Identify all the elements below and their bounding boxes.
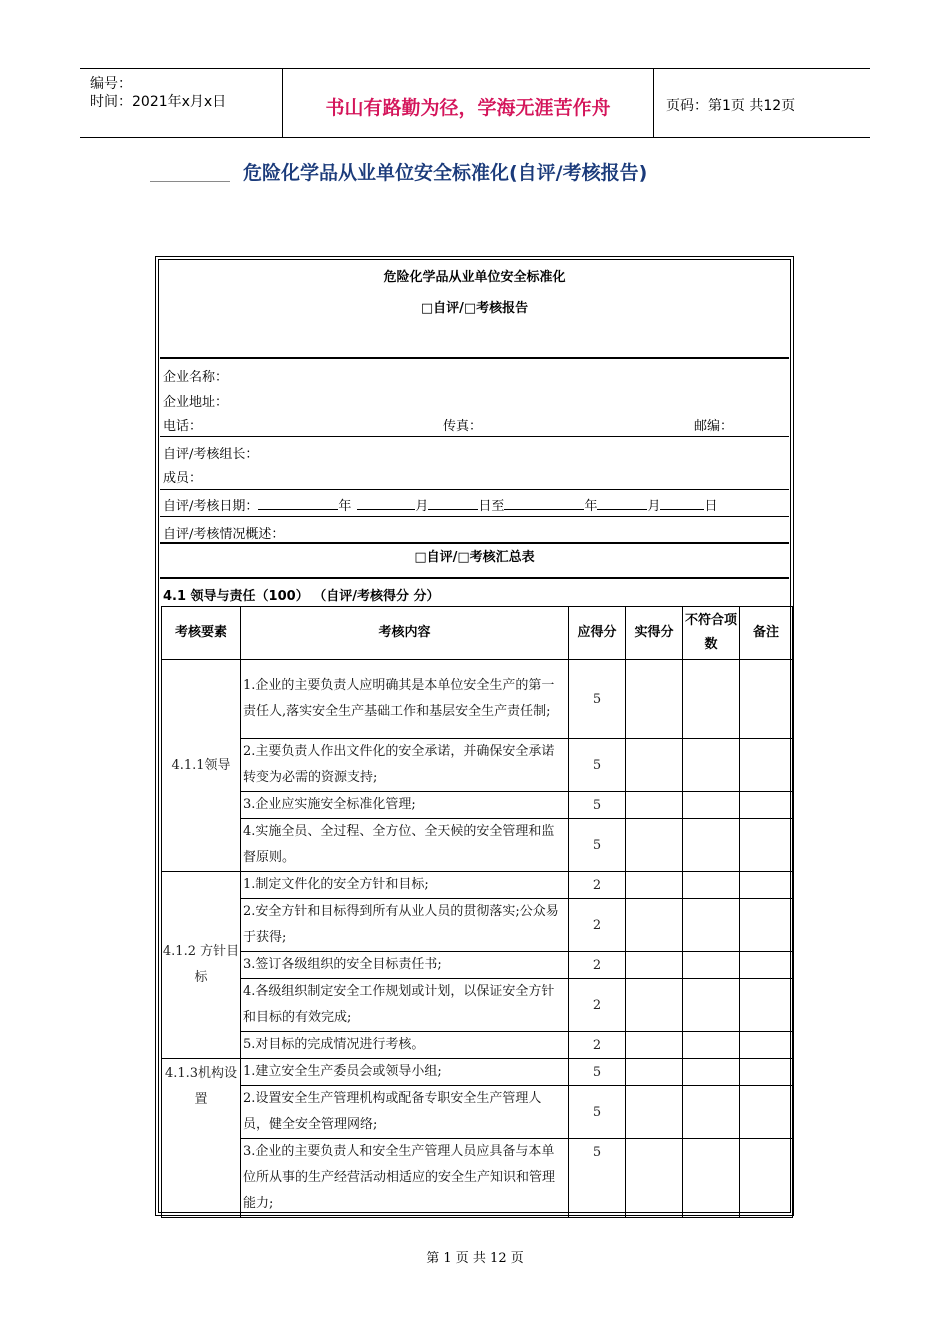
note-cell[interactable] xyxy=(740,1032,793,1059)
table-header-row xyxy=(162,607,793,660)
actual-score-cell[interactable] xyxy=(626,1086,683,1139)
note-cell[interactable] xyxy=(740,952,793,979)
end-month-field[interactable] xyxy=(597,497,647,510)
content-cell: 1.企业的主要负责人应明确其是本单位安全生产的第一责任人,落实安全生产基础工作和基层安全生产责任制; xyxy=(241,660,569,739)
table-row xyxy=(162,899,793,952)
divider xyxy=(160,489,789,490)
actual-score-cell[interactable] xyxy=(626,899,683,952)
table-row xyxy=(162,872,793,899)
content-cell: 4.各级组织制定安全工作规划或计划，以保证安全方针和目标的有效完成; xyxy=(241,979,569,1032)
header-left-cell xyxy=(80,69,283,137)
header-element: 考核要素 xyxy=(162,607,241,660)
header-motto: 书山有路勤为径，学海无涯苦作舟 xyxy=(325,97,611,119)
element-cell: 4.1.3机构设置 xyxy=(162,1059,241,1218)
nonconform-cell[interactable] xyxy=(683,819,740,872)
content-cell: 2.设置安全生产管理机构或配备专职安全生产管理人员，健全安全管理网络; xyxy=(241,1086,569,1139)
table-row xyxy=(162,792,793,819)
assessment-table xyxy=(161,606,793,1218)
header-note: 备注 xyxy=(740,607,793,660)
nonconform-cell[interactable] xyxy=(683,1086,740,1139)
actual-score-cell[interactable] xyxy=(626,1032,683,1059)
table-row xyxy=(162,1139,793,1218)
end-day-field[interactable] xyxy=(660,497,704,510)
actual-score-cell[interactable] xyxy=(626,872,683,899)
content-cell: 3.企业的主要负责人和安全生产管理人员应具备与本单位所从事的生产经营活动相适应的安全生产知识和管理能力; xyxy=(241,1139,569,1218)
actual-score-cell[interactable] xyxy=(626,952,683,979)
nonconform-cell[interactable] xyxy=(683,1059,740,1086)
divider xyxy=(160,542,789,544)
page-footer: 第 1 页 共 12 页 xyxy=(426,1251,524,1266)
note-cell[interactable] xyxy=(740,792,793,819)
table-row xyxy=(162,819,793,872)
header-right-cell xyxy=(654,69,870,137)
document-title: 危险化学品从业单位安全标准化(自评/考核报告) xyxy=(243,162,648,184)
table-row xyxy=(162,1032,793,1059)
page-number: 页码：第1页 共12页 xyxy=(666,98,796,114)
due-score-cell: 2 xyxy=(569,1032,626,1059)
nonconform-cell[interactable] xyxy=(683,792,740,819)
date-label: 自评/考核日期： xyxy=(163,499,259,514)
nonconform-cell[interactable] xyxy=(683,952,740,979)
end-year-field[interactable] xyxy=(504,497,584,510)
actual-score-cell[interactable] xyxy=(626,1059,683,1086)
document-code: 编号： xyxy=(90,76,132,92)
header-content: 考核内容 xyxy=(241,607,569,660)
note-cell[interactable] xyxy=(740,899,793,952)
actual-score-cell[interactable] xyxy=(626,739,683,792)
table-row xyxy=(162,979,793,1032)
note-cell[interactable] xyxy=(740,1139,793,1218)
note-cell[interactable] xyxy=(740,1086,793,1139)
element-cell: 4.1.1领导 xyxy=(162,660,241,872)
title-underline xyxy=(150,181,230,182)
content-cell: 3.企业应实施安全标准化管理; xyxy=(241,792,569,819)
date-line xyxy=(163,495,717,514)
due-score-cell: 5 xyxy=(569,819,626,872)
actual-score-cell[interactable] xyxy=(626,979,683,1032)
table-row xyxy=(162,660,793,739)
divider xyxy=(160,516,789,517)
table-row xyxy=(162,1086,793,1139)
summary-title[interactable]: □自评/□考核汇总表 xyxy=(414,550,535,565)
month-label: 月 xyxy=(415,499,429,514)
table-row xyxy=(162,1059,793,1086)
due-score-cell: 5 xyxy=(569,792,626,819)
header-actual-score: 实得分 xyxy=(626,607,683,660)
company-address-label: 企业地址： xyxy=(163,395,229,410)
nonconform-cell[interactable] xyxy=(683,1032,740,1059)
content-cell: 2.主要负责人作出文件化的安全承诺，并确保安全承诺转变为必需的资源支持; xyxy=(241,739,569,792)
document-date: 时间：2021年x月x日 xyxy=(90,94,227,110)
note-cell[interactable] xyxy=(740,739,793,792)
page-header xyxy=(80,68,870,138)
leader-label: 自评/考核组长： xyxy=(163,447,259,462)
due-score-cell: 5 xyxy=(569,1086,626,1139)
table-row xyxy=(162,952,793,979)
start-day-field[interactable] xyxy=(428,497,478,510)
start-year-field[interactable] xyxy=(258,497,338,510)
due-score-cell: 5 xyxy=(569,1059,626,1086)
note-cell[interactable] xyxy=(740,1059,793,1086)
year-label: 年 xyxy=(338,499,352,514)
cover-title: 危险化学品从业单位安全标准化 xyxy=(383,270,566,285)
header-due-score: 应得分 xyxy=(569,607,626,660)
content-cell: 1.建立安全生产委员会或领导小组; xyxy=(241,1059,569,1086)
members-label: 成员： xyxy=(163,471,203,486)
table-row xyxy=(162,739,793,792)
nonconform-cell[interactable] xyxy=(683,979,740,1032)
due-score-cell: 5 xyxy=(569,739,626,792)
divider xyxy=(160,436,789,437)
nonconform-cell[interactable] xyxy=(683,739,740,792)
due-score-cell: 5 xyxy=(569,660,626,739)
postcode-label: 邮编： xyxy=(694,419,734,434)
year2-label: 年 xyxy=(584,499,598,514)
note-cell[interactable] xyxy=(740,819,793,872)
company-name-label: 企业名称： xyxy=(163,370,229,385)
due-score-cell: 2 xyxy=(569,979,626,1032)
content-cell: 5.对目标的完成情况进行考核。 xyxy=(241,1032,569,1059)
nonconform-cell[interactable] xyxy=(683,1139,740,1218)
report-type-checkboxes[interactable]: □自评/□考核报告 xyxy=(420,301,529,316)
fax-label: 传真： xyxy=(443,419,483,434)
due-score-cell: 5 xyxy=(569,1139,626,1218)
actual-score-cell[interactable] xyxy=(626,792,683,819)
nonconform-cell[interactable] xyxy=(683,660,740,739)
due-score-cell: 2 xyxy=(569,952,626,979)
section-title: 4.1 领导与责任（100） （自评/考核得分 分） xyxy=(163,589,440,604)
nonconform-cell[interactable] xyxy=(683,872,740,899)
day2-label: 日 xyxy=(704,499,718,514)
cover-title-box xyxy=(160,261,789,359)
content-cell: 4.实施全员、全过程、全方位、全天候的安全管理和监督原则。 xyxy=(241,819,569,872)
element-cell: 4.1.2 方针目标 xyxy=(162,872,241,1059)
actual-score-cell[interactable] xyxy=(626,1139,683,1218)
note-cell[interactable] xyxy=(740,660,793,739)
month2-label: 月 xyxy=(647,499,661,514)
day-to-label: 日至 xyxy=(478,499,505,514)
nonconform-cell[interactable] xyxy=(683,899,740,952)
header-nonconform-count: 不符合项数 xyxy=(683,607,740,660)
due-score-cell: 2 xyxy=(569,872,626,899)
content-cell: 3.签订各级组织的安全目标责任书; xyxy=(241,952,569,979)
note-cell[interactable] xyxy=(740,979,793,1032)
content-cell: 1.制定文件化的安全方针和目标; xyxy=(241,872,569,899)
note-cell[interactable] xyxy=(740,872,793,899)
phone-label: 电话： xyxy=(163,419,203,434)
content-cell: 2.安全方针和目标得到所有从业人员的贯彻落实;公众易于获得; xyxy=(241,899,569,952)
actual-score-cell[interactable] xyxy=(626,660,683,739)
divider xyxy=(160,577,789,579)
actual-score-cell[interactable] xyxy=(626,819,683,872)
due-score-cell: 2 xyxy=(569,899,626,952)
start-month-field[interactable] xyxy=(357,497,415,510)
overview-label: 自评/考核情况概述： xyxy=(163,527,285,542)
header-center-cell xyxy=(283,69,654,137)
